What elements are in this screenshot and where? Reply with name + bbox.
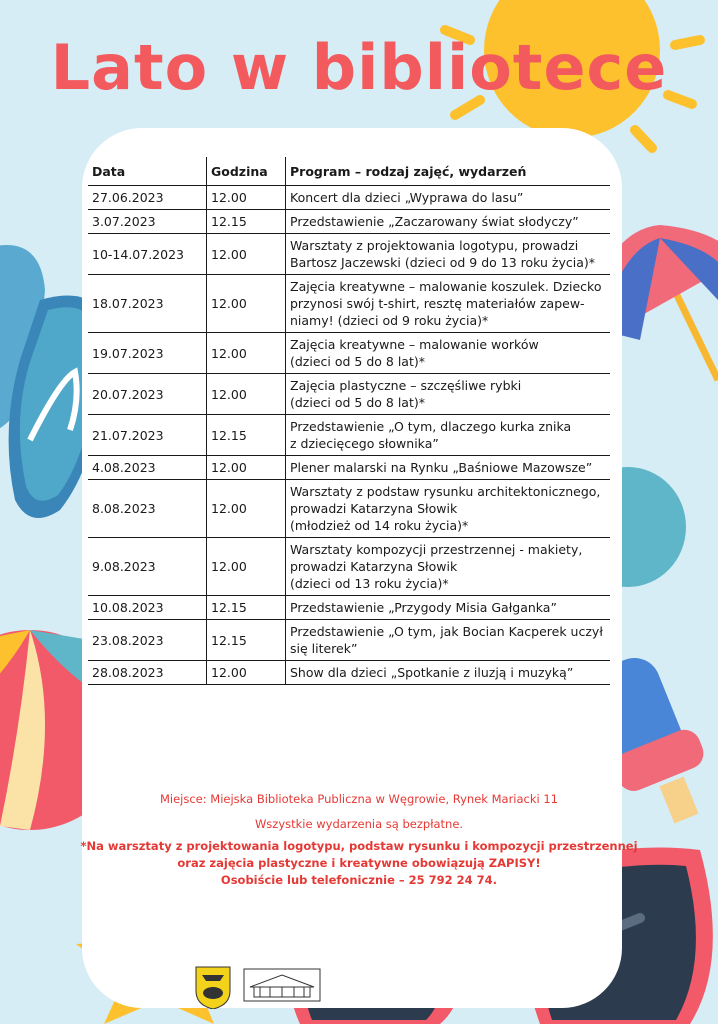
event-time: 12.00 [207, 374, 286, 415]
event-program-line: Przedstawienie „Przygody Misia Gałganka” [290, 600, 557, 615]
event-program-line: Show dla dzieci „Spotkanie z iluzją i muzyką” [290, 665, 574, 680]
column-header-time: Godzina [207, 157, 286, 186]
event-program-line: Koncert dla dzieci „Wyprawa do lasu” [290, 190, 524, 205]
registration-note [0, 838, 718, 889]
event-time: 12.15 [207, 210, 286, 234]
table-row [88, 415, 610, 456]
event-program-line: prowadzi Katarzyna Słowik [290, 559, 458, 574]
event-date: 18.07.2023 [92, 296, 164, 311]
event-program [286, 480, 611, 538]
event-time: 12.00 [207, 186, 286, 210]
event-date: 10-14.07.2023 [92, 246, 184, 262]
table-row [88, 374, 610, 415]
library-building-logo [244, 969, 320, 1001]
event-program-line: Zajęcia plastyczne – szczęśliwe rybki [290, 378, 522, 393]
event-program [286, 234, 611, 275]
event-date: 28.08.2023 [92, 665, 164, 680]
table-header-row [88, 157, 610, 186]
event-date: 23.08.2023 [92, 632, 164, 648]
table-row [88, 480, 610, 538]
event-date: 20.07.2023 [92, 386, 164, 402]
event-time: 12.00 [207, 661, 286, 685]
event-program-line: Zajęcia kreatywne – malowanie koszulek. Dziecko [290, 279, 602, 294]
registration-note-line: oraz zajęcia plastyczne i kreatywne obowiązują ZAPISY! [177, 856, 541, 870]
event-program-line: się literek” [290, 641, 358, 656]
free-events-text: Wszystkie wydarzenia są bezpłatne. [254, 817, 464, 831]
page-title: Lato w bibliotece [50, 31, 668, 104]
event-date: 9.08.2023 [92, 559, 156, 574]
event-program-line: Plener malarski na Rynku „Baśniowe Mazowsze” [290, 460, 593, 475]
event-program-line: (młodzież od 14 roku życia)* [290, 518, 469, 533]
event-date: 21.07.2023 [92, 427, 164, 443]
table-row [88, 333, 610, 374]
event-program [286, 186, 611, 210]
event-program-line: z dziecięcego słownika” [290, 436, 439, 451]
table-row [88, 620, 610, 661]
event-time: 12.00 [207, 275, 286, 333]
event-program-line: niamy! (dzieci od 9 roku życia)* [290, 313, 489, 328]
event-program [286, 210, 611, 234]
event-program [286, 275, 611, 333]
column-header-date: Data [92, 163, 126, 179]
schedule-table [88, 157, 610, 685]
table-row [88, 186, 610, 210]
event-date: 19.07.2023 [92, 345, 164, 361]
table-row [88, 456, 610, 480]
event-program-line: Bartosz Jaczewski (dzieci od 9 do 13 roku życia)* [290, 255, 595, 270]
event-time: 12.15 [207, 596, 286, 620]
event-program-line: Przedstawienie „O tym, jak Bocian Kacperek uczył [290, 624, 603, 639]
event-date: 10.08.2023 [92, 600, 164, 615]
event-program [286, 333, 611, 374]
table-row [88, 234, 610, 275]
event-time: 12.15 [207, 415, 286, 456]
event-program [286, 415, 611, 456]
event-program-line: Zajęcia kreatywne – malowanie worków [290, 337, 539, 352]
coat-of-arms-logo [196, 967, 230, 1009]
event-date: 3.07.2023 [92, 214, 156, 229]
event-program [286, 596, 611, 620]
event-program-line: (dzieci od 5 do 8 lat)* [290, 354, 425, 369]
event-program-line: przynosi swój t-shirt, resztę materiałów zapew- [290, 296, 585, 311]
table-row [88, 275, 610, 333]
event-program-line: Przedstawienie „O tym, dlaczego kurka znika [290, 419, 572, 434]
event-program [286, 374, 611, 415]
logos [194, 963, 324, 1009]
table-row [88, 661, 610, 685]
table-row [88, 210, 610, 234]
event-program [286, 538, 611, 596]
event-time: 12.00 [207, 234, 286, 275]
event-date: 4.08.2023 [92, 460, 156, 475]
table-row [88, 596, 610, 620]
event-time: 12.00 [207, 480, 286, 538]
column-header-program: Program – rodzaj zajęć, wydarzeń [286, 157, 611, 186]
event-program-line: Warsztaty kompozycji przestrzennej - makiety, [290, 542, 583, 557]
event-time: 12.00 [207, 456, 286, 480]
event-program-line: (dzieci od 13 roku życia)* [290, 576, 449, 591]
registration-note-line: *Na warsztaty z projektowania logotypu, podstaw rysunku i kompozycji przestrzennej [80, 839, 638, 853]
event-program [286, 456, 611, 480]
event-date: 27.06.2023 [92, 190, 164, 205]
event-time: 12.00 [207, 333, 286, 374]
event-time: 12.15 [207, 620, 286, 661]
event-program [286, 620, 611, 661]
venue-text: Miejsce: Miejska Biblioteka Publiczna w Węgrowie, Rynek Mariacki 11 [159, 792, 559, 806]
event-time: 12.00 [207, 538, 286, 596]
event-program-line: Warsztaty z projektowania logotypu, prowadzi [290, 238, 579, 253]
event-date: 8.08.2023 [92, 501, 156, 516]
event-program-line: Warsztaty z podstaw rysunku architektonicznego, [290, 484, 601, 499]
event-program [286, 661, 611, 685]
registration-note-line: Osobiście lub telefonicznie – 25 792 24 74. [220, 873, 498, 887]
event-program-line: Przedstawienie „Zaczarowany świat słodyczy” [290, 214, 579, 229]
event-program-line: prowadzi Katarzyna Słowik [290, 501, 458, 516]
table-row [88, 538, 610, 596]
event-program-line: (dzieci od 5 do 8 lat)* [290, 395, 425, 410]
